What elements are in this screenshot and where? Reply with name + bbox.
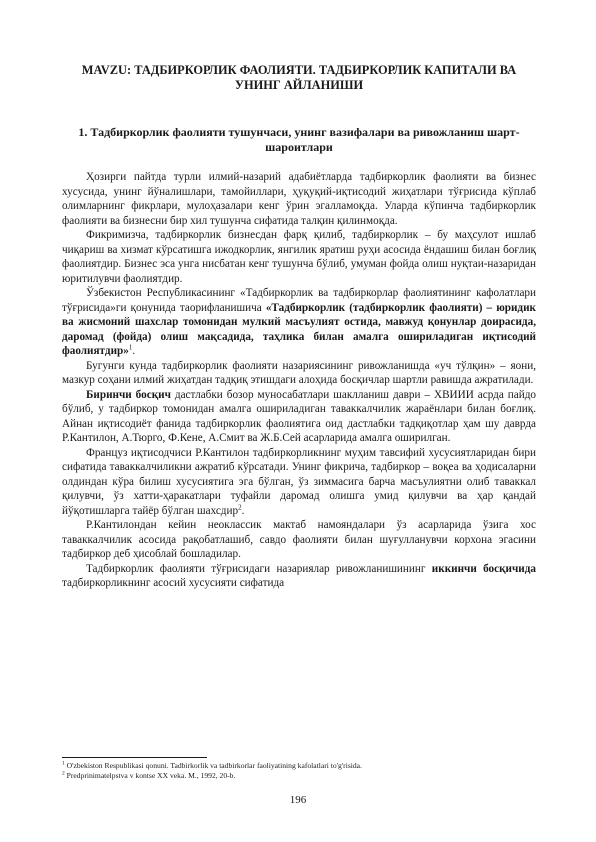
paragraph-text: Фикримизча, тадбиркорлик бизнесдан фарқ қилиб, тадбиркорлик – бу маҳсулот ишлаб чиқариш ва хизмат кўрсатишга ижодкорлик, янгилик яратиш руҳи асосида ёндашиш билан боғлиқ фаолиятдир. Бизнес эса унга нисбатан кенг тушунча бўлиб, умуман фойда олиш нуқтаи-назаридан юритилувчи фаолиятдир.	[62, 229, 536, 285]
paragraph	[62, 562, 536, 591]
section-heading: 1. Тадбиркорлик фаолияти тушунчаси, унинг вазифалари ва ривожланиш шарт-шароитлари	[78, 125, 520, 154]
footnote-text: O'zbekiston Respublikasi qonuni. Tadbirkorlik va tadbirkorlar faoliyatining kafolatlari to'g'risida.	[64, 761, 362, 770]
footnote-text: Predprinimatelpstva v kontse XX veka. M., 1992, 20-b.	[64, 771, 236, 780]
paragraph-text: .	[241, 504, 245, 517]
first-stage-bold: Биринчи босқич	[86, 388, 171, 401]
paragraph-text: Ҳозирги пайтда турли илмий-назарий адабиётларда тадбиркорлик фаолияти ва бизнес хусусида, унинг йўналишлари, тамойиллари, ҳуқуқий-иқтисодий жиҳатлари тўғрисида кўплаб олимларнинг фикрлари, мулоҳазалари кенг ўрин эгалламоқда. Уларда кўпинча тадбиркорлик фаолияти ва бизнесни бир хил тушунча сифатида талқин қилинмоқда.	[62, 171, 536, 227]
footnote-item	[62, 771, 536, 781]
paragraph-text: Француз иқтисодчиси Р.Кантилон тадбиркорликнинг муҳим тавсифий хусусиятларидан бири сифатида таваккалчиликни ажратиб кўрсатади. Унинг фикрича, тадбиркор – воқеа ва ҳодисаларни олдиндан кўра билиш хусусиятига эга бўлган, ўз зиммасига барча масъулиятни олиб таваккал қилувчи, ўз хатти-ҳаракатлари туфайли даромад олишга умид қилувчи ва ҳар қандай йўқотишларга тайёр бўлган шахсдир	[62, 446, 536, 517]
footnotes	[62, 761, 536, 781]
paragraph-text: Тадбиркорлик фаолияти тўғрисидаги назариялар ривожланишининг	[86, 562, 432, 575]
paragraph-text: Ўзбекистон Республикасининг «Тадбиркорлик ва тадбиркорлар фаолиятининг кафолатлари тўғрисида»ги қонунида таорифланишича	[62, 287, 536, 314]
document-body	[62, 170, 536, 591]
paragraph-text: Р.Кантилондан кейин неоклассик мактаб намояндалари ўз асарларида ўзига хос таваккалчилик асосида рақобатлашиб, савдо фаолияти билан шуғулланувчи корхона эгасини тадбиркор деб ҳисоблай бошладилар.	[62, 519, 536, 560]
page-number: 196	[289, 794, 307, 806]
paragraph	[62, 518, 536, 562]
paragraph	[62, 286, 536, 359]
footnote-divider	[62, 757, 207, 758]
paragraph-text: дастлабки бозор муносабатлари шаклланиш даври – ХВИИИ асрда пайдо бўлиб, у тадбиркор томонидан амалга ошириладиган таваккалчилик жараёнлари билан боғлиқ. Айнан иқтисодиёт фанида тадбиркорлик фаолиятига оид дастлабки тадқиқотлар ҳам шу даврда Р.Кантилон, А.Тюрго, Ф.Кенe, А.Смит ва Ж.Б.Сей асарларида амалга оширилган.	[62, 388, 537, 444]
second-stage-bold: иккинчи босқичида	[431, 562, 537, 575]
paragraph	[62, 388, 536, 446]
footnote-ref-2: 2	[238, 502, 242, 511]
footnote-ref-1: 1	[128, 343, 133, 352]
law-definition-bold: «Тадбиркорлик (тадбиркорлик фаолияти) – юридик ва жисмоний шахслар томонидан мулкий масъулият остида, мавжуд қонунлар доирасида, даромад (фойда) олиш мақсадида, таҳлика билан амалга ошириладиган иқтисодий фаолиятдир»	[62, 301, 536, 357]
footnote-number: 1	[62, 760, 65, 767]
paragraph	[62, 228, 536, 286]
footnote-number: 2	[62, 770, 65, 777]
paragraph	[62, 170, 536, 228]
paragraph	[62, 359, 536, 388]
footnote-item	[62, 761, 536, 771]
paragraph-text: тадбиркорликнинг асосий хусусияти сифатида	[62, 577, 285, 589]
paragraph	[62, 446, 536, 519]
document-title: MAVZU: ТАДБИРКОРЛИК ФАОЛИЯТИ. ТАДБИРКОРЛИК КАПИТАЛИ ВА УНИНГ АЙЛАНИШИ	[81, 63, 517, 92]
paragraph-text: .	[132, 345, 136, 357]
paragraph-text: Бугунги кунда тадбиркорлик фаолияти назариясининг ривожланишда «уч тўлқин» – яони, мазкур соҳани илмий жиҳатдан тадқиқ этишдаги алоҳида босқичлар шартли равишда ажратилади.	[62, 359, 536, 386]
